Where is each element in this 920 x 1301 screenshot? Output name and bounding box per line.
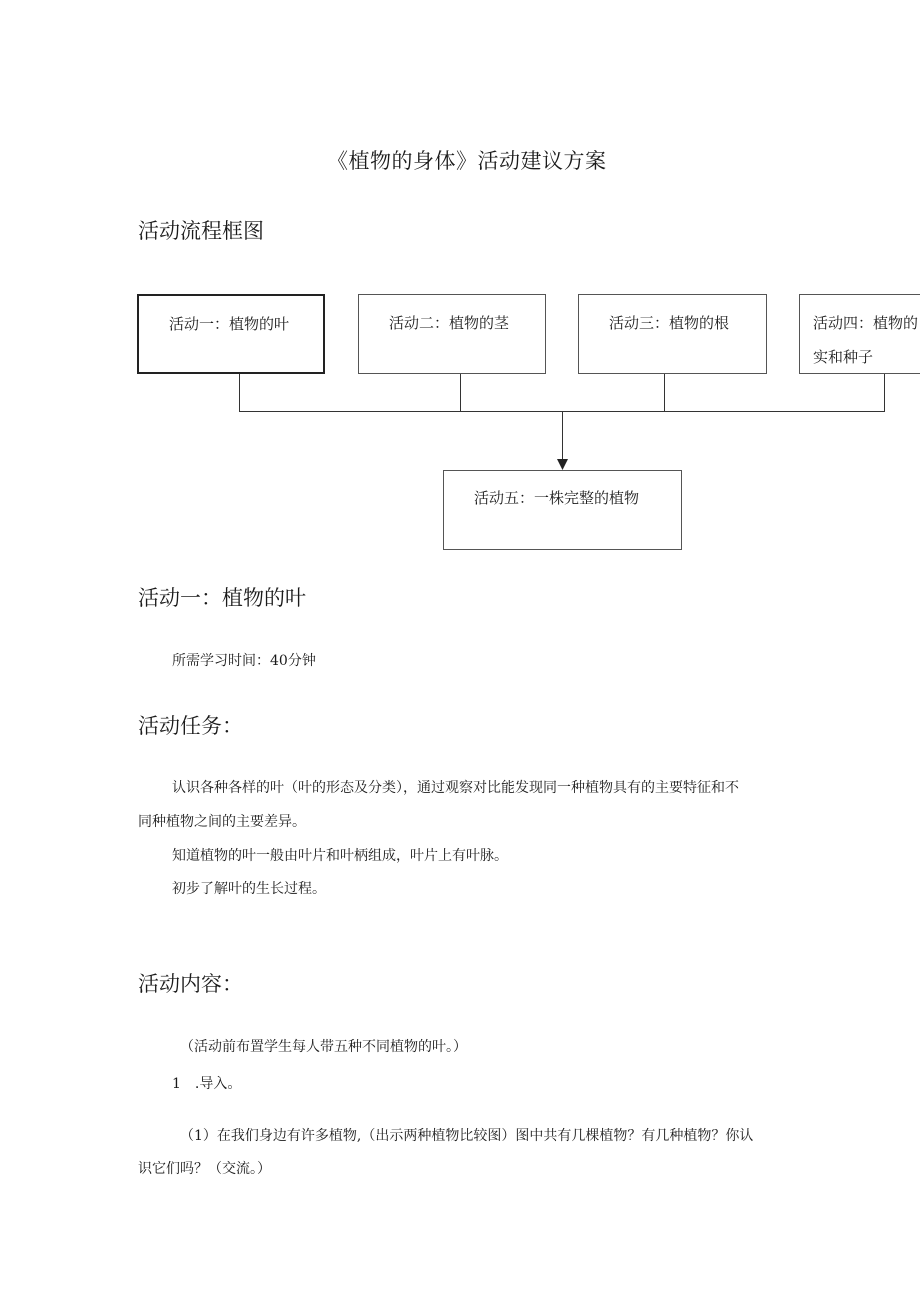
flow-box-activity-2	[358, 294, 546, 374]
section1-heading: 活动一：植物的叶	[138, 586, 306, 610]
connector-box2-down	[460, 373, 461, 412]
content-heading: 活动内容：	[138, 972, 243, 996]
step-1: 1 .导入。	[172, 1076, 242, 1092]
flow-box-activity-1-label: 活动一：植物的叶	[169, 315, 290, 333]
flow-box-activity-3-label: 活动三：植物的根	[609, 314, 730, 332]
flow-box-activity-4-label-line1: 活动四：植物的	[813, 314, 919, 332]
flow-box-activity-1	[137, 294, 325, 374]
connector-box4-down	[884, 373, 885, 412]
study-time: 所需学习时间：40分钟	[172, 653, 316, 669]
flow-box-activity-5	[443, 470, 682, 550]
flow-box-activity-4	[799, 294, 920, 374]
flow-box-activity-2-label: 活动二：植物的茎	[389, 314, 510, 332]
tasks-heading: 活动任务：	[138, 714, 243, 738]
arrow-down-icon	[557, 459, 568, 470]
task-1-line-2: 同种植物之间的主要差异。	[138, 814, 306, 830]
flow-box-activity-5-label: 活动五：一株完整的植物	[474, 489, 640, 507]
step-1-sub-line-1: （1）在我们身边有许多植物,（出示两种植物比较图）图中共有几棵植物？有几种植物？你认	[180, 1128, 754, 1144]
task-3: 初步了解叶的生长过程。	[172, 881, 326, 897]
connector-box1-down	[239, 373, 240, 412]
flow-heading: 活动流程框图	[138, 219, 264, 243]
task-1-line-1: 认识各种各样的叶（叶的形态及分类），通过观察对比能发现同一种植物具有的主要特征和不	[172, 780, 739, 796]
flow-box-activity-3	[578, 294, 767, 374]
flow-box-activity-4-label-line2: 实和种子	[813, 348, 874, 366]
connector-to-box5	[562, 411, 563, 461]
task-2: 知道植物的叶一般由叶片和叶柄组成，叶片上有叶脉。	[172, 848, 508, 864]
step-1-sub-line-2: 识它们吗？（交流。）	[138, 1161, 271, 1177]
content-note: （活动前布置学生每人带五种不同植物的叶。）	[180, 1039, 467, 1055]
connector-box3-down	[664, 373, 665, 412]
document-title: 《植物的身体》活动建议方案	[327, 149, 607, 173]
